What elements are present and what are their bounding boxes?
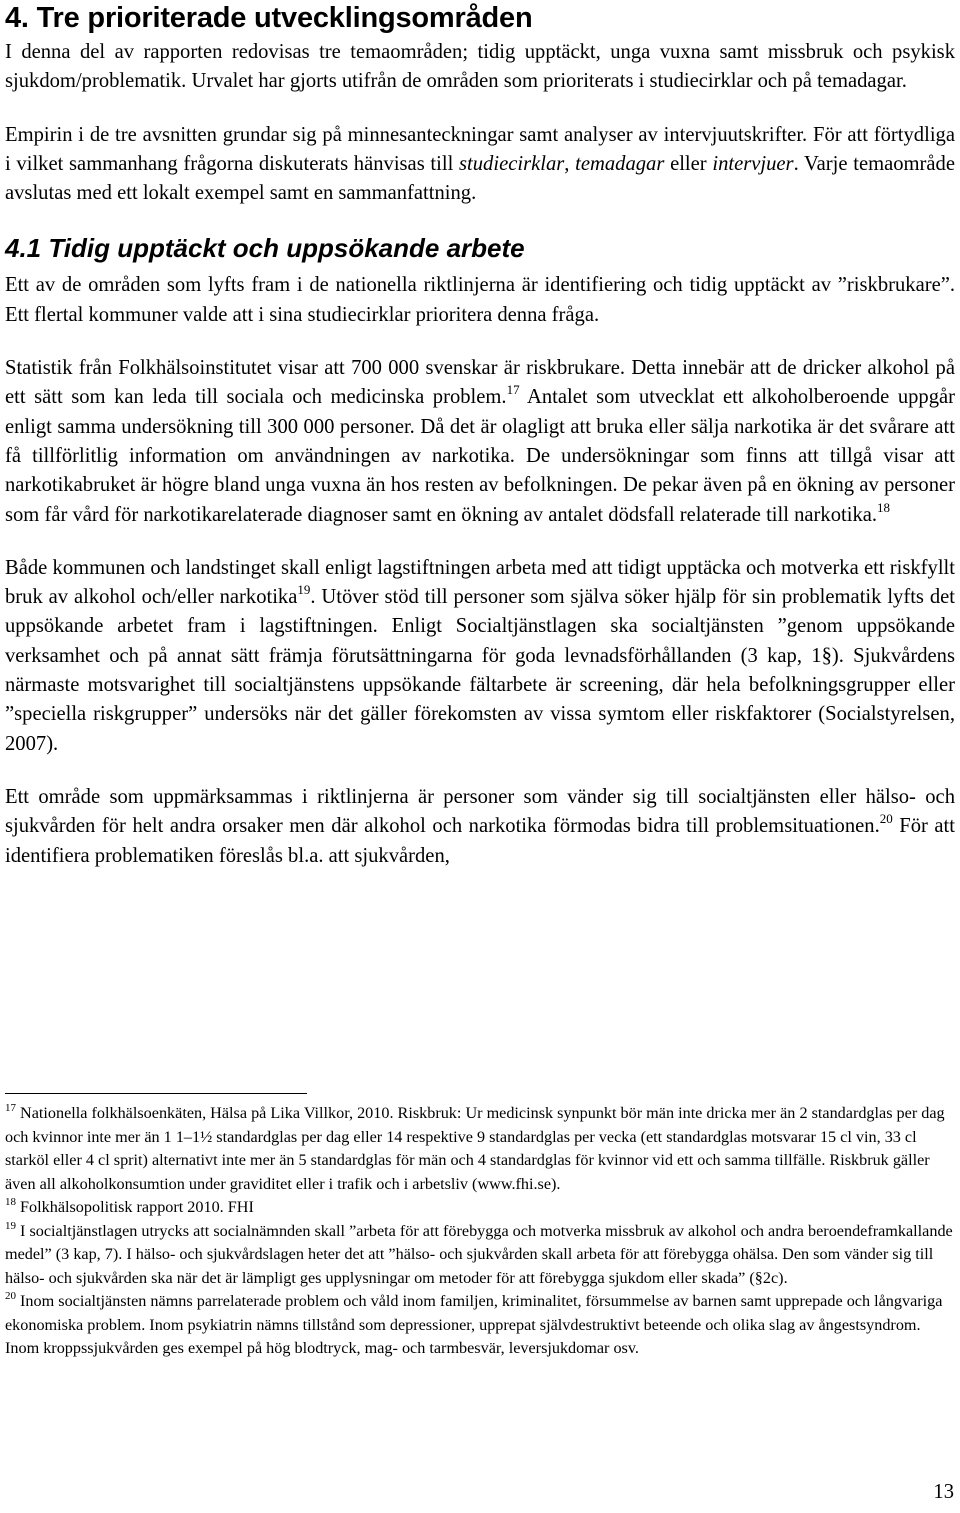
footnote-19 — [5, 1220, 955, 1291]
footnote-separator — [5, 1093, 307, 1094]
footnote-text: Nationella folkhälsoenkäten, Hälsa på Lika Villkor, 2010. Riskbruk: Ur medicinsk synpunkt bör män inte dricka mer än 2 standardglas per dag och kvinnor inte mer än 1 1–1½ standardglas per dag eller 14 respektive 9 standardglas per vecka (ett standardglas motsvarar 15 cl vin, 33 cl starköl eller 4 cl sprit) alternativt inte mer än 5 standardglas för män och 4 standardglas för kvinnor vid ett och samma tillfälle. Riskbruk gäller även all alkoholkonsumtion under graviditet eller i trafik och i arbetsliv (www.fhi.se). — [5, 1104, 945, 1193]
intro-paragraph-2 — [5, 121, 955, 209]
section-paragraph-4 — [5, 783, 955, 871]
intro-p2-mid: eller — [664, 152, 713, 175]
section-p3-text-b: . Utöver stöd till personer som själva söker hjälp för sin problematik lyfts det uppsökande arbetet fram i lagstiftningen. Enligt Socialtjänstlagen ska socialtjänsten ”genom uppsökande verksamhet och på annat sätt främja förutsättningarna för goda levnadsförhållanden (3 kap, 1§). Sjukvårdens närmaste motsvarighet till socialtjänstens uppsökande fältarbete är screening, där hela befolkningsgrupper eller ”speciella riskgrupper” undersöks när det gäller förekomsten av vissa symtom eller riskfaktorer (Socialstyrelsen, 2007). — [5, 586, 956, 755]
term-studiecirklar: studiecirklar — [459, 152, 565, 175]
section-paragraph-3 — [5, 554, 955, 759]
section-paragraph-2 — [5, 354, 955, 530]
footnote-text: I socialtjänstlagen utrycks att socialnämnden skall ”arbeta för att förebygga och motverka missbruk av alkohol och andra beroendeframkallande medel” (3 kap, 7). I hälso- och sjukvårdslagen heter det att ”hälso- och sjukvården skall arbeta för att förebygga ohälsa. Den som vänder sig till hälso- och sjukvården ska när det är lämpligt ges upplysningar om metoder för att förebygga sjukdom eller skada” (§2c). — [5, 1221, 953, 1287]
section-p4-text-a: Ett område som uppmärksammas i riktlinjerna är personer som vänder sig till socialtjänsten eller hälso- och sjukvården för helt andra orsaker men där alkohol och narkotika förmodas bidra till problemsituationen. — [5, 785, 955, 838]
footnote-ref-17[interactable]: 17 — [506, 382, 520, 398]
page-number: 13 — [933, 1481, 954, 1503]
chapter-heading: 4. Tre prioriterade utvecklingsområden — [5, 2, 533, 34]
section-p2-text-a: Statistik från Folkhälsoinstitutet visar att 700 000 svenskar är riskbrukare. Detta innebär att de dricker alkohol på ett sätt som kan leda till sociala och medicinska problem. — [5, 357, 955, 409]
section-p2-text-b: Antalet som utvecklat ett alkoholberoende uppgår enligt samma undersökning till 300 000 personer. Då det är olagligt att bruka eller sälja narkotika är det svårare att få tillförlitlig information om användningen av narkotika. De undersökningar som finns att tillgå visar att narkotikabruket är högre bland unga vuxna än hos resten av befolkningen. De pekar även på en ökning av personer som får vård för narkotikarelaterade diagnoser samt en ökning av antalet dödsfall relaterade till narkotika. — [5, 386, 956, 526]
footnote-ref-19[interactable]: 19 — [297, 582, 311, 598]
footnote-20 — [5, 1290, 955, 1361]
section-p4-text-b: För att identifiera problematiken föreslås bl.a. att sjukvården, — [5, 815, 956, 867]
footnote-17 — [5, 1102, 955, 1196]
intro-p2-text-b: . Varje temaområde avslutas med ett lokalt exempel samt en sammanfattning. — [5, 152, 955, 205]
intro-p2-text-a: Empirin i de tre avsnitten grundar sig på minnesanteckningar samt analyser av intervjuutskrifter. För att förtydliga i vilket sammanhang frågorna diskuterats hänvisas till — [5, 123, 955, 175]
footnote-number: 18 — [5, 1196, 16, 1208]
document-page — [5, 0, 955, 871]
section-paragraph-1: Ett av de områden som lyfts fram i de nationella riktlinjerna är identifiering och tidig upptäckt av ”riskbrukare”. Ett flertal kommuner valde att i sina studiecirklar prioritera denna fråga. — [5, 274, 955, 326]
intro-p2-sep: , — [564, 152, 576, 175]
footnote-number: 17 — [5, 1102, 16, 1114]
footnote-number: 20 — [5, 1290, 16, 1302]
section-heading: 4.1 Tidig upptäckt och uppsökande arbete — [5, 233, 525, 264]
footnotes — [5, 1102, 955, 1361]
footnote-ref-18[interactable]: 18 — [877, 499, 891, 515]
footnote-ref-20[interactable]: 20 — [879, 811, 893, 827]
footnote-number: 19 — [5, 1219, 16, 1232]
footnote-text: Folkhälsopolitisk rapport 2010. FHI — [16, 1198, 254, 1216]
footnote-18 — [5, 1196, 955, 1220]
term-intervjuer: intervjuer — [712, 152, 794, 175]
footnote-text: Inom socialtjänsten nämns parrelaterade problem och våld inom familjen, kriminalitet, försummelse av barnen samt upprepade och långvariga ekonomiska problem. Inom psykiatrin nämns tillstånd som depressioner, upprepat självdestruktivt beteende och olika slag av ångestsyndrom. Inom kroppssjukvården ges exempel på hög blodtryck, mag- och tarmbesvär, leversjukdomar osv. — [5, 1292, 943, 1357]
section-p3-text-a: Både kommunen och landstinget skall enligt lagstiftningen arbeta med att tidigt upptäcka och motverka ett riskfyllt bruk av alkohol och/eller narkotika — [5, 556, 955, 609]
intro-paragraph-1: I denna del av rapporten redovisas tre temaområden; tidig upptäckt, unga vuxna samt missbruk och psykisk sjukdom/problematik. Urvalet har gjorts utifrån de områden som prioriterats i studiecirklar och på temadagar. — [5, 41, 955, 93]
term-temadagar: temadagar — [575, 152, 665, 175]
